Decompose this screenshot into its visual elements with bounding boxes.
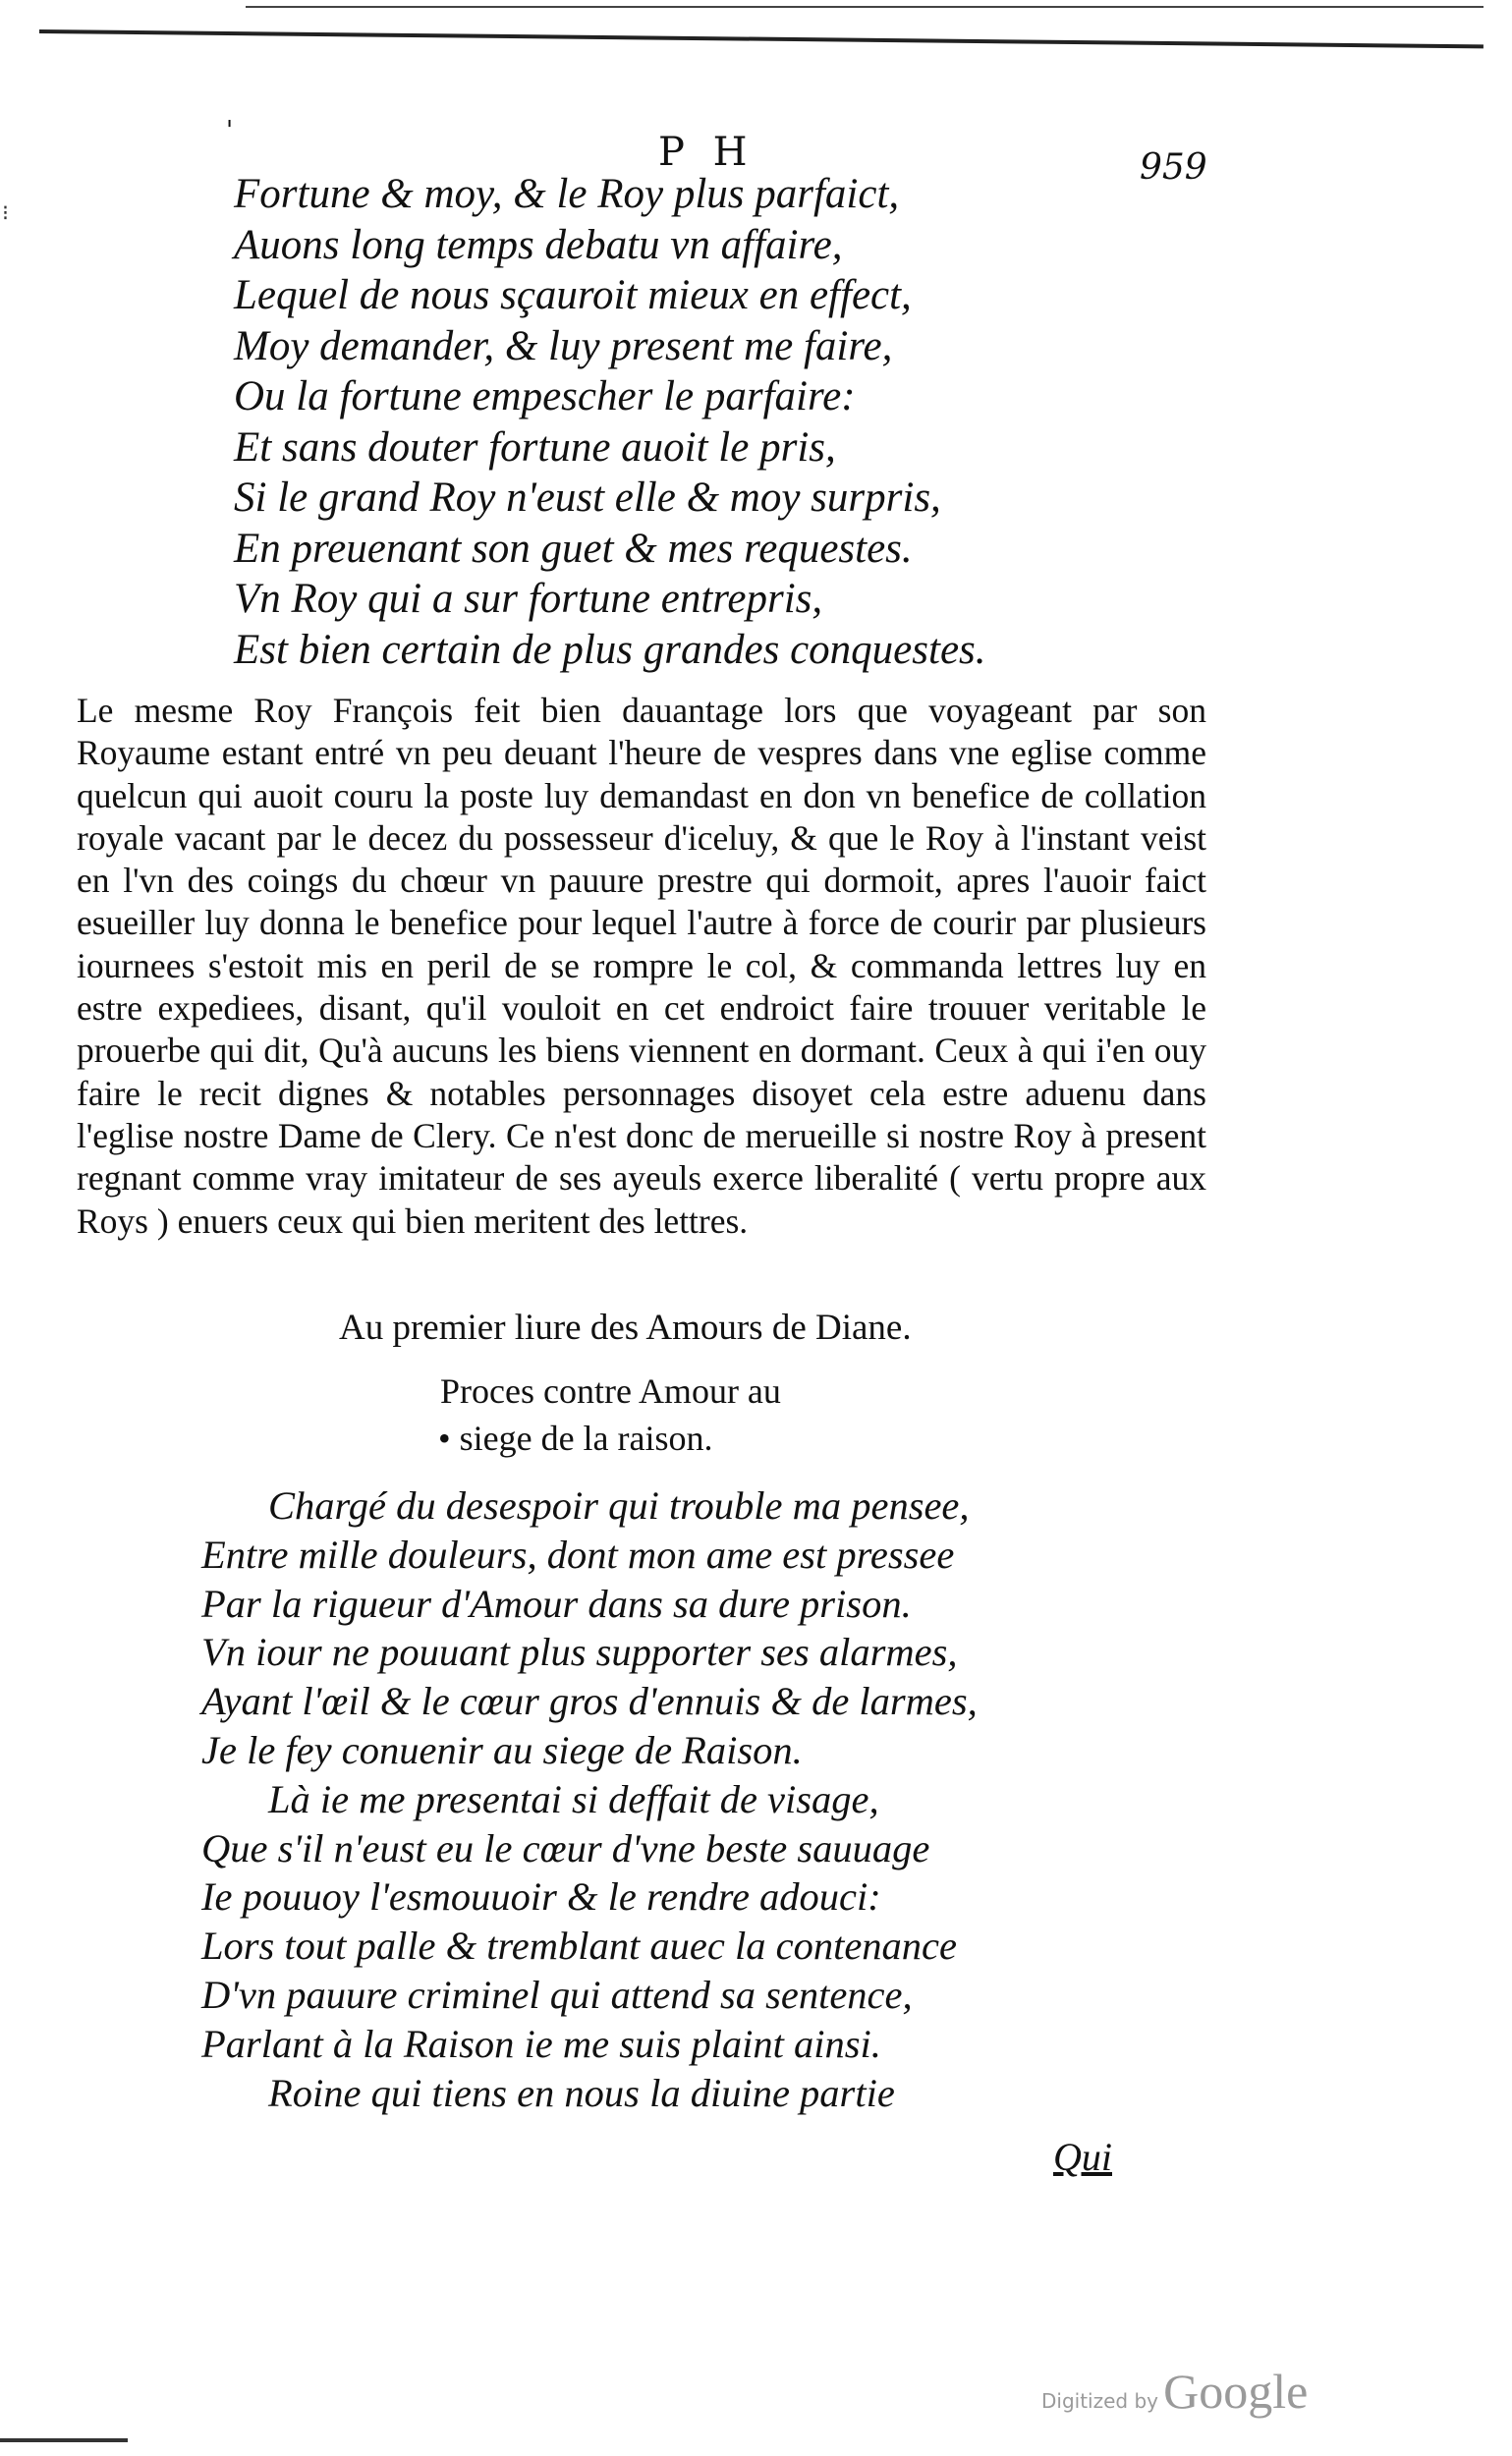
margin-mark: ⁝ bbox=[2, 201, 9, 226]
verse-line: Que s'il n'eust eu le cœur d'vne beste sauuage bbox=[201, 1825, 930, 1870]
page-edge-line bbox=[246, 6, 1484, 8]
catchword: Qui bbox=[1053, 2135, 1112, 2179]
section-heading: Au premier liure des Amours de Diane. bbox=[339, 1308, 912, 1348]
poem-subtitle bbox=[440, 1368, 781, 1462]
verse-line: Ie pouuoy l'esmouuoir & le rendre adouci: bbox=[201, 1874, 881, 1920]
scan-edge-mark bbox=[0, 2438, 128, 2442]
prose-paragraph: Le mesme Roy François feit bien dauantage lors que voyageant par son Royaume estant entré vn peu deuant l'heure de vespres dans vne eglise comme quelcun qui auoit couru la poste luy demandast en don vn benefice de collation royale vacant par le decez du possesseur d'iceluy, & que le Roy à l'instant veist en l'vn des coings du chœur vn pauure prestre qui dormoit, apres l'auoir faict esueiller luy donna le benefice pour lequel l'autre à force de courir par plusieurs iournees s'estoit mis en peril de se rompre le col, & commanda lettres luy en estre expediees, disant, qu'il vouloit en cet endroict faire trouuer veritable le prouerbe qui dit, Qu'à aucuns les biens viennent en dormant. Ceux à qui i'en ouy faire le recit dignes & notables personnages disoyet cela estre aduenu dans l'eglise nostre Dame de Clery. Ce n'est donc de merueille si nostre Roy à present regnant comme vray imitateur de ses ayeuls exerce liberalité ( vertu propre aux Roys ) enuers ceux qui bien meritent des lettres. bbox=[77, 691, 1206, 1241]
watermark-prefix: Digitized by bbox=[1041, 2389, 1158, 2413]
running-head: P H bbox=[658, 130, 756, 175]
verse-line: Ayant l'œil & le cœur gros d'ennuis & de larmes, bbox=[201, 1679, 978, 1724]
verse-line: Roine qui tiens en nous la diuine partie bbox=[268, 2070, 895, 2115]
verse-line: Et sans douter fortune auoit le pris, bbox=[234, 423, 836, 471]
verse-line: Par la rigueur d'Amour dans sa dure prison. bbox=[201, 1581, 912, 1626]
verse-line: Ou la fortune empescher le parfaire: bbox=[234, 373, 856, 419]
verse-line: En preuenant son guet & mes requestes. bbox=[234, 525, 913, 572]
verse-line: Auons long temps debatu vn affaire, bbox=[234, 221, 843, 268]
verse-line: Fortune & moy, & le Roy plus parfaict, bbox=[234, 171, 900, 217]
margin-tick: ' bbox=[226, 116, 234, 145]
subtitle-line-2: • siege de la raison. bbox=[438, 1419, 713, 1458]
verse-line: D'vn pauure criminel qui attend sa sentence, bbox=[201, 1972, 913, 2017]
verse-line: Chargé du desespoir qui trouble ma pensee, bbox=[268, 1483, 970, 1528]
verse-line: Lors tout palle & tremblant auec la contenance bbox=[201, 1924, 958, 1969]
verse-line: Vn Roy qui a sur fortune entrepris, bbox=[234, 576, 823, 622]
verse-line: Vn iour ne pouuant plus supporter ses alarmes, bbox=[201, 1630, 958, 1675]
verse-proces bbox=[201, 1481, 1184, 2117]
verse-line: Je le fey conuenir au siege de Raison. bbox=[201, 1727, 803, 1772]
verse-line: Si le grand Roy n'eust elle & moy surpris, bbox=[234, 474, 941, 521]
verse-line: Parlant à la Raison ie me suis plaint ainsi. bbox=[201, 2021, 881, 2066]
subtitle-line-1: Proces contre Amour au bbox=[440, 1371, 781, 1411]
verse-line: Là ie me presentai si deffait de visage, bbox=[268, 1776, 879, 1821]
page-number: 959 bbox=[1140, 147, 1207, 188]
page-top-rule bbox=[39, 29, 1484, 48]
verse-epigram bbox=[234, 169, 1118, 675]
verse-line: Entre mille douleurs, dont mon ame est pressee bbox=[201, 1532, 955, 1577]
verse-line: Lequel de nous sçauroit mieux en effect, bbox=[234, 272, 912, 318]
verse-line: Moy demander, & luy present me faire, bbox=[234, 322, 893, 369]
digitized-watermark bbox=[1041, 2363, 1308, 2420]
verse-line: Est bien certain de plus grandes conquestes. bbox=[234, 626, 986, 673]
google-logo: Google bbox=[1163, 2364, 1309, 2419]
